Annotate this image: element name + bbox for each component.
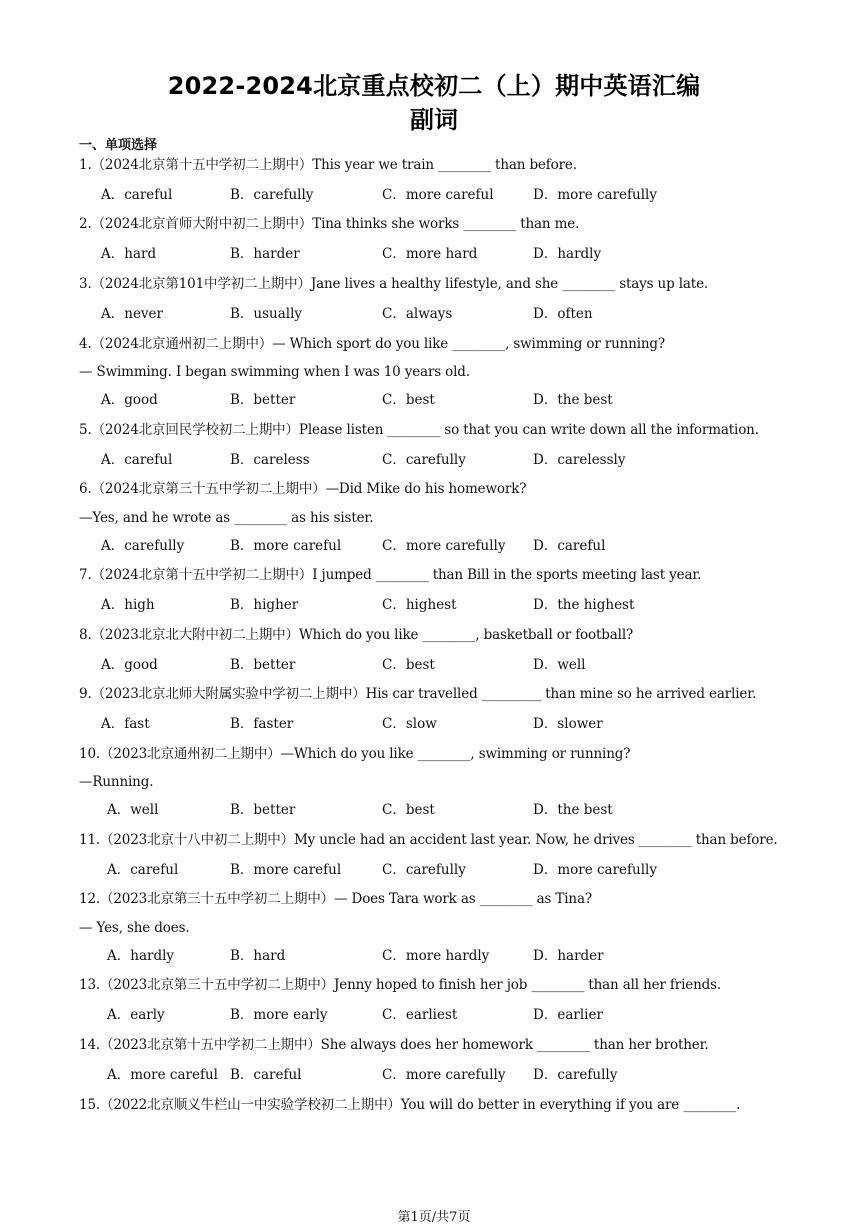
option-a[interactable]: A．hardly	[107, 948, 175, 964]
question-options	[0, 715, 868, 733]
option-a[interactable]: A．careful	[107, 862, 179, 878]
option-d[interactable]: D．carefully	[533, 1067, 618, 1083]
option-a[interactable]: A．never	[101, 306, 164, 322]
question-options	[0, 947, 868, 965]
option-b[interactable]: B．harder	[230, 246, 300, 262]
question-stem: 11.（2023北京十八中初二上期中）My uncle had an accident last year. Now, he drives ________ than before.	[79, 832, 778, 848]
option-b[interactable]: B．carefully	[230, 187, 314, 203]
option-d[interactable]: D．well	[533, 657, 586, 673]
question-stem: 8.（2023北京北大附中初二上期中）Which do you like ________, basketball or football?	[79, 627, 634, 643]
option-c[interactable]: C．highest	[382, 597, 457, 613]
option-d[interactable]: D．earlier	[533, 1007, 603, 1023]
option-c[interactable]: C．more hardly	[382, 948, 490, 964]
option-b[interactable]: B．careful	[230, 1067, 302, 1083]
option-c[interactable]: C．more carefully	[382, 538, 506, 554]
question-stem: 6.（2024北京第三十五中学初二上期中）—Did Mike do his homework?	[79, 481, 527, 497]
option-b[interactable]: B．higher	[230, 597, 299, 613]
option-d[interactable]: D．more carefully	[533, 862, 657, 878]
option-a[interactable]: A．good	[101, 392, 158, 408]
question-stem: 1.（2024北京第十五中学初二上期中）This year we train ________ than before.	[79, 157, 577, 173]
document-subtitle: 副词	[410, 106, 458, 134]
option-c[interactable]: C．slow	[382, 716, 437, 732]
option-b[interactable]: B．faster	[230, 716, 294, 732]
question-options	[0, 1066, 868, 1084]
option-d[interactable]: D．harder	[533, 948, 604, 964]
option-c[interactable]: C．carefully	[382, 862, 466, 878]
option-c[interactable]: C．always	[382, 306, 453, 322]
question-stem: 12.（2023北京第三十五中学初二上期中）— Does Tara work as ________ as Tina?	[79, 891, 592, 907]
question-stem: 9.（2023北京北师大附属实验中学初二上期中）His car travelled _________ than mine so he arrived earlier.	[79, 686, 757, 702]
option-a[interactable]: A．well	[107, 802, 159, 818]
question-stem: 4.（2024北京通州初二上期中）— Which sport do you like ________, swimming or running?	[79, 336, 666, 352]
question-stem-continuation: —Running.	[79, 774, 154, 790]
option-c[interactable]: C．best	[382, 392, 435, 408]
question-options	[0, 801, 868, 819]
option-d[interactable]: D．careful	[533, 538, 606, 554]
option-d[interactable]: D．often	[533, 306, 593, 322]
option-c[interactable]: C．carefully	[382, 452, 466, 468]
question-options	[0, 186, 868, 204]
question-options	[0, 305, 868, 323]
option-c[interactable]: C．more careful	[382, 187, 494, 203]
question-options	[0, 656, 868, 674]
question-options	[0, 391, 868, 409]
option-a[interactable]: A．fast	[101, 716, 150, 732]
option-b[interactable]: B．more early	[230, 1007, 328, 1023]
question-stem-continuation: — Yes, she does.	[79, 920, 190, 936]
document-title: 2022-2024北京重点校初二（上）期中英语汇编	[167, 72, 701, 100]
option-b[interactable]: B．better	[230, 392, 296, 408]
option-c[interactable]: C．more hard	[382, 246, 478, 262]
option-b[interactable]: B．better	[230, 802, 296, 818]
question-stem: 7.（2024北京第十五中学初二上期中）I jumped ________ than Bill in the sports meeting last year.	[79, 567, 702, 583]
question-stem: 13.（2023北京第三十五中学初二上期中）Jenny hoped to finish her job ________ than all her friends.	[79, 977, 722, 993]
option-d[interactable]: D．the highest	[533, 597, 635, 613]
question-stem: 15.（2022北京顺义牛栏山一中实验学校初二上期中）You will do better in everything if you are ________.	[79, 1097, 741, 1113]
option-b[interactable]: B．more careful	[230, 538, 342, 554]
question-stem: 14.（2023北京第十五中学初二上期中）She always does her homework ________ than her brother.	[79, 1037, 709, 1053]
question-stem-continuation: —Yes, and he wrote as ________ as his sister.	[79, 510, 374, 526]
question-options	[0, 596, 868, 614]
question-stem: 5.（2024北京回民学校初二上期中）Please listen ________ so that you can write down all the information.	[79, 422, 759, 438]
option-d[interactable]: D．the best	[533, 392, 613, 408]
question-options	[0, 861, 868, 879]
option-c[interactable]: C．more carefully	[382, 1067, 506, 1083]
option-a[interactable]: A．good	[101, 657, 158, 673]
option-d[interactable]: D．more carefully	[533, 187, 657, 203]
option-a[interactable]: A．careful	[101, 187, 173, 203]
option-a[interactable]: A．early	[107, 1007, 165, 1023]
option-b[interactable]: B．better	[230, 657, 296, 673]
question-options	[0, 537, 868, 555]
option-a[interactable]: A．high	[101, 597, 155, 613]
option-b[interactable]: B．more careful	[230, 862, 342, 878]
option-a[interactable]: A．carefully	[101, 538, 185, 554]
option-b[interactable]: B．careless	[230, 452, 310, 468]
option-a[interactable]: A．careful	[101, 452, 173, 468]
question-options	[0, 245, 868, 263]
question-options	[0, 1006, 868, 1024]
page-footer: 第1页/共7页	[397, 1210, 471, 1225]
question-stem: 3.（2024北京第101中学初二上期中）Jane lives a healthy lifestyle, and she ________ stays up late.	[79, 276, 709, 292]
option-a[interactable]: A．hard	[101, 246, 157, 262]
option-a[interactable]: A．more careful	[107, 1067, 218, 1083]
option-d[interactable]: D．slower	[533, 716, 603, 732]
question-stem: 10.（2023北京通州初二上期中）—Which do you like ________, swimming or running?	[79, 746, 631, 762]
section-heading: 一、单项选择	[79, 138, 158, 153]
option-b[interactable]: B．hard	[230, 948, 286, 964]
question-options	[0, 451, 868, 469]
option-d[interactable]: D．the best	[533, 802, 613, 818]
option-c[interactable]: C．best	[382, 802, 435, 818]
question-stem-continuation: — Swimming. I began swimming when I was 10 years old.	[79, 364, 470, 380]
option-d[interactable]: D．hardly	[533, 246, 602, 262]
option-d[interactable]: D．carelessly	[533, 452, 626, 468]
option-c[interactable]: C．best	[382, 657, 435, 673]
question-stem: 2.（2024北京首师大附中初二上期中）Tina thinks she works ________ than me.	[79, 216, 580, 232]
option-c[interactable]: C．earliest	[382, 1007, 458, 1023]
option-b[interactable]: B．usually	[230, 306, 303, 322]
